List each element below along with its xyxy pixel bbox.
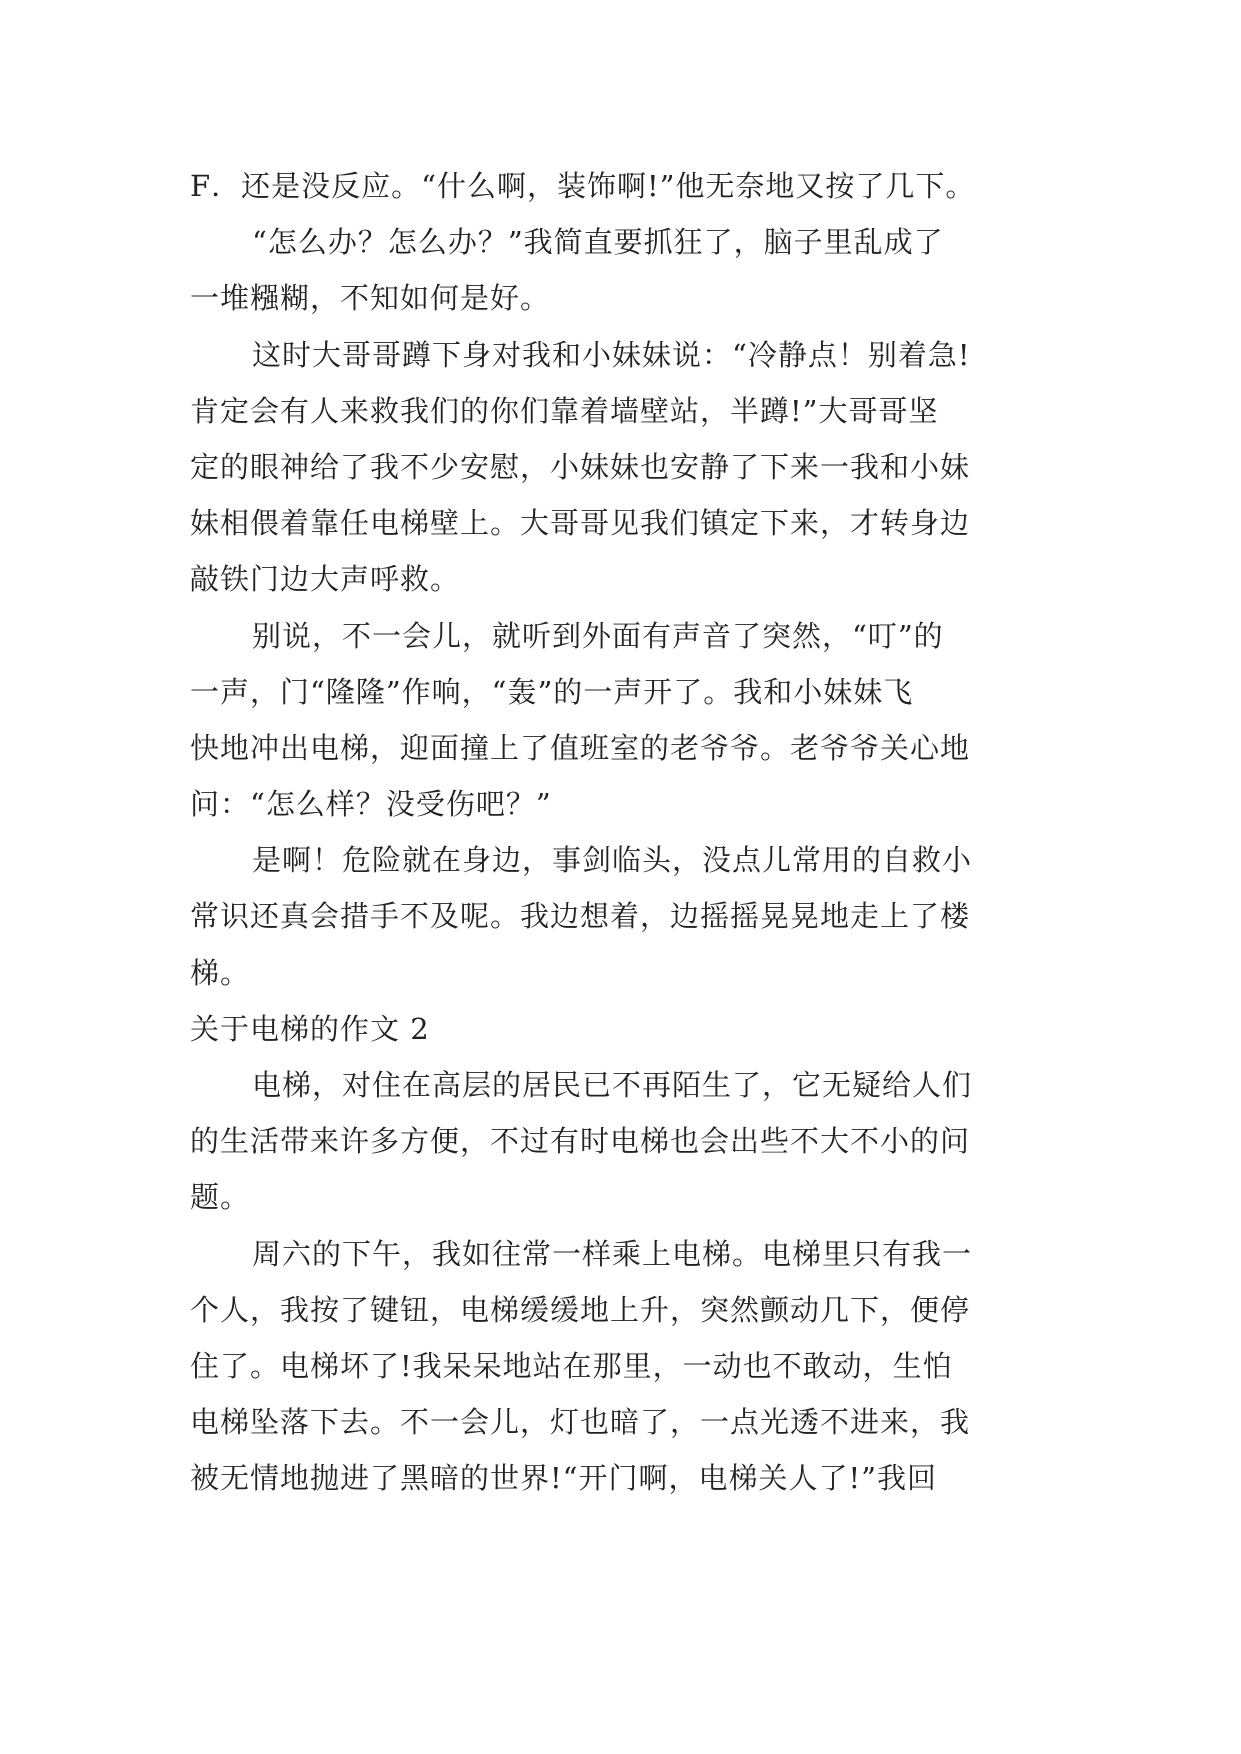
- text-line: 肯定会有人来救我们的你们靠着墙壁站，半蹲!”大哥哥坚: [190, 393, 939, 428]
- text-line: 问：“怎么样？没受伤吧？”: [190, 787, 552, 822]
- text-line: 一声，门“隆隆”作响，“轰”的一声开了。我和小妹妹飞: [190, 674, 914, 709]
- text-line: 是啊！危险就在身边，事剑临头，没点儿常用的自救小: [252, 843, 973, 878]
- text-line: 电梯坠落下去。不一会儿，灯也暗了，一点光透不进来，我: [190, 1405, 971, 1440]
- text-line: 一堆糨糊，不知如何是好。: [190, 281, 551, 316]
- text-line: 梯。: [190, 955, 251, 990]
- text-line: 妹相偎着靠任电梯壁上。大哥哥见我们镇定下来，才转身边: [190, 506, 971, 541]
- text-line: 电梯，对住在高层的居民已不再陌生了，它无疑给人们: [252, 1068, 973, 1102]
- text-line: 别说，不一会儿，就听到外面有声音了突然，“叮”的: [252, 618, 944, 653]
- document-body: [190, 158, 1060, 1507]
- text-line: 常识还真会措手不及呢。我边想着，边摇摇晃晃地走上了楼: [190, 899, 971, 934]
- text-line: 这时大哥哥蹲下身对我和小妹妹说：“冷静点！别着急!: [252, 337, 971, 372]
- text-line: 快地冲出电梯，迎面撞上了值班室的老爷爷。老爷爷关心地: [190, 730, 971, 765]
- text-line: “怎么办？怎么办？”我简直要抓狂了，脑子里乱成了: [252, 225, 944, 260]
- text-line: 个人，我按了键钮，电梯缓缓地上升，突然颤动几下，便停: [190, 1292, 971, 1327]
- text-line: 被无情地抛进了黑暗的世界!“开门啊，电梯关人了!”我回: [190, 1461, 937, 1496]
- text-line: 的生活带来许多方便，不过有时电梯也会出些不大不小的问: [190, 1124, 971, 1159]
- text-line: 周六的下午，我如往常一样乘上电梯。电梯里只有我一: [252, 1236, 973, 1271]
- text-line: 敲铁门边大声呼救。: [190, 562, 461, 597]
- section-heading: 关于电梯的作文 2: [190, 1011, 430, 1046]
- text-line: 题。: [190, 1180, 251, 1215]
- text-line: 定的眼神给了我不少安慰，小妹妹也安静了下来一我和小妹: [190, 449, 971, 484]
- text-line: 住了。电梯坏了!我呆呆地站在那里，一动也不敢动，生怕: [190, 1348, 953, 1383]
- text-line: F．还是没反应。“什么啊，装饰啊!”他无奈地又按了几下。: [190, 169, 976, 203]
